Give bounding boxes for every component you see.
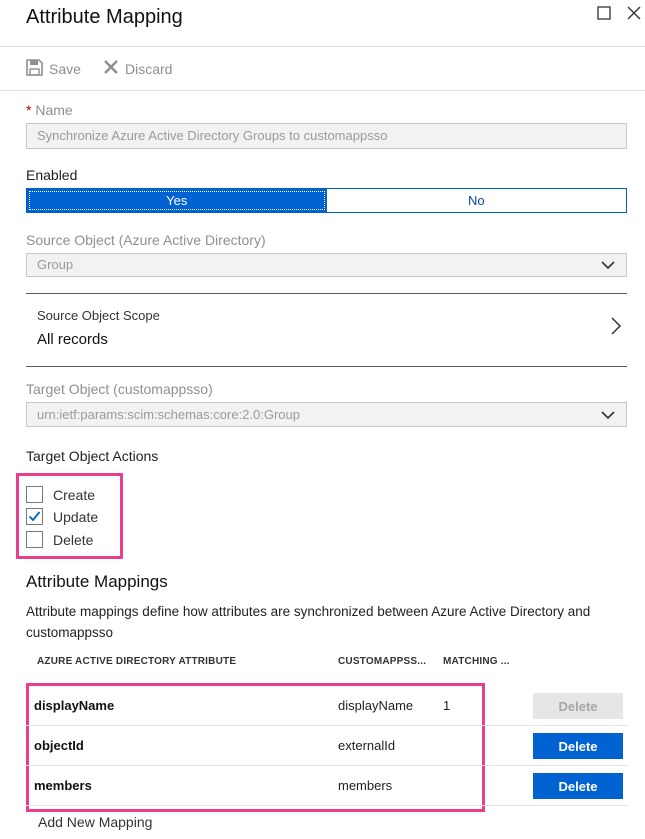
required-marker: * [26, 102, 32, 118]
target-attribute: members [338, 778, 393, 793]
source-attribute: objectId [34, 738, 84, 753]
chevron-down-icon [600, 407, 616, 423]
update-label: Update [53, 508, 99, 525]
mappings-heading: Attribute Mappings [26, 572, 168, 591]
discard-label: Discard [125, 60, 173, 77]
name-input[interactable]: Synchronize Azure Active Directory Groups to customappsso [26, 123, 627, 149]
table-row[interactable] [26, 686, 627, 726]
delete-checkbox[interactable] [26, 531, 43, 548]
table-row[interactable] [26, 766, 627, 806]
enabled-label: Enabled [26, 167, 78, 183]
source-object-label: Source Object (Azure Active Directory) [26, 232, 266, 248]
discard-icon [103, 59, 119, 78]
save-label: Save [49, 61, 81, 77]
matching-precedence: 1 [443, 698, 451, 713]
name-label-row [26, 102, 73, 118]
toolbar-divider [0, 90, 645, 91]
target-attribute: externalId [338, 738, 396, 753]
chevron-down-icon [600, 257, 616, 273]
mappings-description: Attribute mappings define how attributes are synchronized between Azure Active Directory and customappsso [26, 604, 591, 640]
source-object-value: Group [37, 257, 74, 272]
header-divider [0, 46, 645, 47]
delete-mapping-button[interactable]: Delete [533, 733, 623, 759]
create-label: Create [53, 486, 96, 503]
save-button[interactable] [26, 59, 81, 79]
column-header-source[interactable]: AZURE ACTIVE DIRECTORY ATTRIBUTE [37, 656, 237, 667]
close-icon[interactable] [627, 6, 641, 25]
update-checkbox[interactable] [26, 508, 43, 525]
create-checkbox-row[interactable] [26, 486, 95, 503]
panel-title: Attribute Mapping [26, 6, 183, 28]
update-checkbox-row[interactable] [26, 508, 98, 525]
discard-button[interactable] [103, 59, 172, 78]
target-attribute: displayName [338, 698, 414, 713]
source-object-scope[interactable] [26, 293, 627, 367]
enabled-toggle[interactable] [26, 188, 627, 213]
source-attribute: members [34, 778, 92, 793]
source-object-select[interactable] [26, 253, 627, 277]
delete-checkbox-row[interactable] [26, 531, 93, 548]
scope-value: All records [37, 331, 108, 348]
enabled-no-option[interactable]: No [327, 189, 627, 212]
table-row[interactable] [26, 726, 627, 766]
delete-mapping-button[interactable]: Delete [533, 693, 623, 719]
name-label: Name [35, 102, 73, 118]
checkmark-icon [27, 509, 42, 524]
source-attribute: displayName [34, 698, 115, 713]
enabled-yes-option[interactable]: Yes [27, 189, 327, 212]
delete-label: Delete [53, 531, 94, 548]
create-checkbox[interactable] [26, 486, 43, 503]
maximize-icon[interactable] [597, 6, 611, 25]
column-header-target[interactable]: CUSTOMAPPSS... [338, 656, 427, 667]
add-new-mapping-link[interactable]: Add New Mapping [38, 814, 153, 830]
delete-mapping-button[interactable]: Delete [533, 773, 623, 799]
chevron-right-icon [610, 316, 622, 336]
scope-label: Source Object Scope [37, 308, 160, 323]
column-header-matching[interactable]: MATCHING ... [443, 656, 510, 667]
target-object-value: urn:ietf:params:scim:schemas:core:2.0:Group [37, 407, 300, 422]
target-actions-label: Target Object Actions [26, 448, 159, 464]
target-object-select[interactable] [26, 402, 627, 427]
target-object-label: Target Object (customappsso) [26, 381, 213, 397]
save-icon [26, 59, 43, 79]
